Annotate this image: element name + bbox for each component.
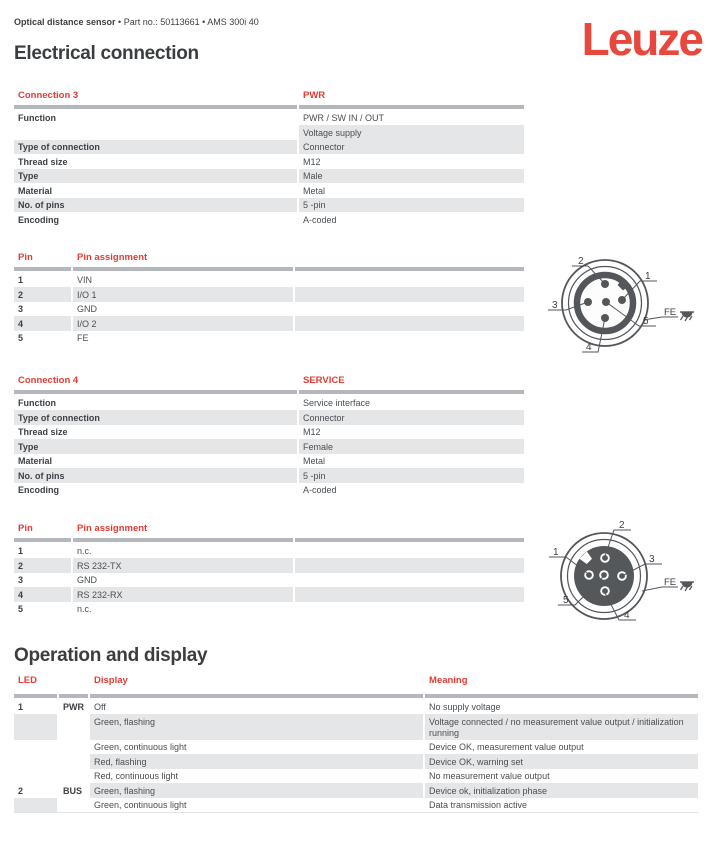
led-name [59,714,88,740]
table-row [14,425,524,440]
document-meta [14,17,259,27]
table-row [14,454,524,469]
assignment-col-header: Pin assignment [77,252,148,263]
pin-row [14,331,524,346]
pin-assignment: VIN [77,275,93,285]
pin-assignment: GND [77,304,97,314]
row-label: No. of pins [14,468,297,483]
connection4-header [14,371,524,390]
led-name [59,798,88,813]
led-name [59,754,88,769]
m12-male-connector-drawing [540,246,710,364]
header-separator [14,267,524,271]
row-label: Encoding [18,214,59,225]
meaning-col-header: Meaning [429,675,468,686]
led-meaning: Data transmission active [429,800,528,810]
row-label: Type of connection [14,410,297,425]
table-row [14,439,524,454]
table-row [14,111,524,126]
earth-ground-icon [680,582,694,591]
row-value: A-coded [303,485,337,495]
led-table [14,671,698,813]
pin-col-header: Pin [18,523,33,534]
part-number-line: • Part no.: 50113661 • AMS 300i 40 [115,17,259,27]
row-value: Female [299,439,524,454]
led-meaning: Device OK, warning set [425,754,698,769]
pin-number: 2 [14,287,71,302]
led-meaning: Voltage connected / no measurement value output / initialization running [425,714,698,740]
table-row [14,140,524,155]
led-name: BUS [63,785,83,796]
pin-assignment: I/O 1 [73,287,293,302]
row-value: M12 [303,156,321,167]
pin-row [14,316,524,331]
connection3-header [14,86,524,105]
pin-table-header [14,248,524,267]
row-value: Service interface [303,398,371,408]
led-row [14,769,698,784]
led-name [59,740,88,755]
leuze-logo: Leuze [581,13,702,65]
pin-number: 3 [18,304,24,314]
led-display: Red, flashing [90,754,423,769]
pin-table-header [14,519,524,538]
pin-label-2: 2 [578,256,584,267]
led-name [59,769,88,784]
pin-label-3: 3 [552,300,558,311]
pin-label-1: 1 [553,547,559,558]
table-row [14,183,524,198]
led-number [14,798,57,813]
row-label [14,125,297,140]
section-title-operation-and-display: Operation and display [14,645,208,666]
pin-assignment: GND [77,575,97,585]
pin-row [14,544,524,559]
led-display: Green, continuous light [94,800,187,810]
table-row [14,483,524,498]
led-row [14,714,698,740]
row-value: Voltage supply [299,125,524,140]
table-row [14,125,524,140]
pin-assignment: FE [77,333,89,343]
connection3-title: Connection 3 [18,90,79,101]
led-number: 2 [18,785,24,796]
pin-label-2: 2 [619,520,625,531]
pin-number: 5 [18,333,24,343]
row-value: Connector [299,140,524,155]
row-value: Connector [299,410,524,425]
pin-row [14,273,524,288]
header-separator [14,105,524,109]
pin-assignment: RS 232-TX [73,558,293,573]
led-row [14,754,698,769]
pin-col-header: Pin [18,252,33,263]
pin-assignment: I/O 2 [73,316,293,331]
pin-label-3: 3 [649,554,655,565]
row-value: Metal [303,185,326,196]
led-number [14,754,57,769]
table-row [14,410,524,425]
pin-row [14,573,524,588]
row-label: Material [18,185,53,196]
pin-number: 1 [18,546,24,556]
row-value: A-coded [303,214,337,225]
led-display: Green, continuous light [94,742,187,752]
row-label: Function [18,398,56,408]
led-number [14,714,57,740]
pin-row [14,587,524,602]
table-row [14,468,524,483]
row-value: 5 -pin [299,198,524,213]
led-row [14,740,698,755]
connection3-table [14,86,524,227]
pin-table-connection3 [14,248,524,345]
section-title-electrical-connection: Electrical connection [14,43,199,64]
header-separator [14,390,524,394]
led-display: Green, flashing [90,783,423,798]
connection4-title: Connection 4 [18,375,79,386]
row-value: M12 [303,427,321,437]
led-number: 1 [18,702,24,712]
pin-number: 4 [14,316,71,331]
led-number [14,769,57,784]
pin-number: 1 [18,275,24,285]
led-meaning: Device ok, initialization phase [425,783,698,798]
table-row [14,212,524,227]
row-label: Type of connection [14,140,297,155]
led-row [14,700,698,715]
pin-label-5: 5 [563,595,569,606]
led-display: Red, continuous light [94,771,179,781]
pin-assignment: n.c. [77,604,92,614]
table-row [14,169,524,184]
led-row [14,783,698,798]
row-value: Metal [303,456,326,466]
connection3-subtitle: PWR [303,90,326,101]
pin-assignment: n.c. [77,546,92,556]
earth-ground-icon [680,312,694,321]
row-label: Type [14,439,297,454]
pin-label-1: 1 [645,271,651,282]
row-value: 5 -pin [299,468,524,483]
row-label: Encoding [18,485,59,495]
male-connector-diagram [540,246,710,369]
connection4-table [14,371,524,497]
row-label: Material [18,456,53,466]
row-label: No. of pins [14,198,297,213]
product-name: Optical distance sensor [14,17,116,27]
led-meaning: No supply voltage [429,702,501,712]
pin-row [14,558,524,573]
pin-number: 5 [18,604,24,614]
row-value: PWR / SW IN / OUT [303,113,384,123]
assignment-col-header: Pin assignment [77,523,148,534]
connection4-subtitle: SERVICE [303,375,345,386]
led-table-header [14,671,698,694]
led-row [14,798,698,814]
row-label: Thread size [18,156,68,167]
led-col-header: LED [18,675,37,686]
row-label: Type [14,169,297,184]
pin-label-5: 5 [643,316,649,327]
pin-table-connection4 [14,519,524,616]
header-separator [14,538,524,542]
pin-row [14,602,524,617]
led-name: PWR [63,702,84,712]
row-label: Function [18,113,56,123]
row-value: Male [299,169,524,184]
pin-label-4: 4 [624,610,630,621]
led-number [14,740,57,755]
pin-label-4: 4 [586,342,592,353]
led-meaning: Device OK, measurement value output [429,742,584,752]
fe-label: FE [664,577,677,588]
table-row [14,396,524,411]
led-meaning: No measurement value output [429,771,550,781]
pin-assignment: RS 232-RX [73,587,293,602]
table-row [14,198,524,213]
pin-row [14,287,524,302]
pin-number: 2 [14,558,71,573]
header-separator [14,694,698,698]
pin-number: 4 [14,587,71,602]
fe-label: FE [664,307,677,318]
row-label: Thread size [18,427,68,437]
led-display: Off [94,702,106,712]
display-col-header: Display [94,675,128,686]
female-connector-diagram [540,510,710,640]
m12-female-connector-drawing [540,510,710,635]
led-display: Green, flashing [90,714,423,740]
pin-number: 3 [18,575,24,585]
pin-row [14,302,524,317]
table-row [14,154,524,169]
